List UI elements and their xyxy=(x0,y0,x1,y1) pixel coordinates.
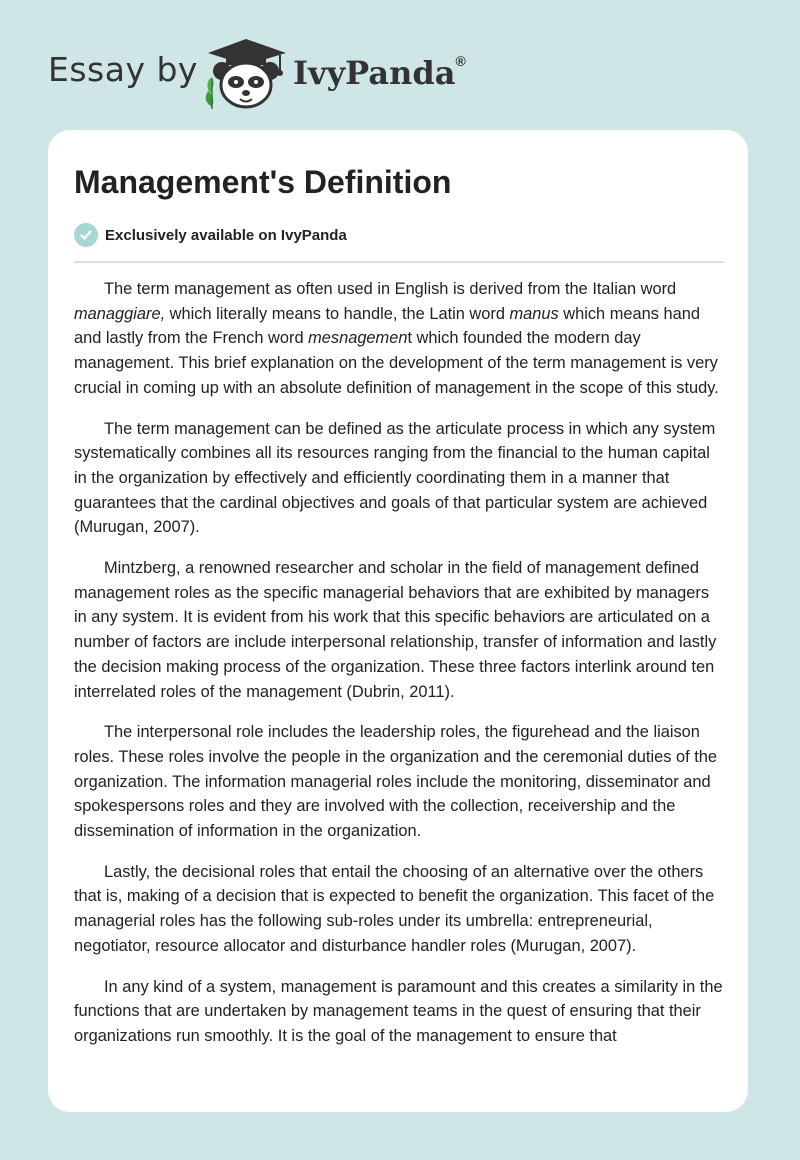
body-paragraph xyxy=(74,720,726,844)
italic-term: mesnagemen xyxy=(308,329,408,348)
text-run: Mintzberg, a renowned researcher and scholar in the field of management defined management roles as the specific managerial behaviors that are exhibited by managers in any system. It is evident from his work that this specific behaviors are articulated on a number of factors are include interpersonal relationship, transfer of information and lastly the decision making process of the organization. These three factors interlink around ten interrelated roles of the management (Dubrin, 2011). xyxy=(74,559,717,701)
text-run: t which founded the modern day management. This brief explanation on the development of the term management is very crucial in coming up with an absolute definition of management in the scope of this study. xyxy=(74,329,719,397)
text-run: The term management as often used in English is derived from the Italian word xyxy=(104,280,677,298)
check-circle-icon xyxy=(74,223,98,247)
body-paragraph xyxy=(74,975,726,1049)
body-paragraph xyxy=(74,556,726,704)
site-header xyxy=(0,0,800,120)
body-paragraph xyxy=(74,277,726,401)
body-paragraph xyxy=(74,417,726,541)
exclusive-badge xyxy=(74,222,347,248)
italic-term: manus xyxy=(509,304,559,323)
panda-graduate-icon xyxy=(200,33,292,113)
text-run: which means hand and lastly from the French word xyxy=(74,304,700,348)
page-title: Management's Definition xyxy=(74,164,452,200)
essay-by-label: Essay by xyxy=(48,50,198,89)
text-run: Lastly, the decisional roles that entail the choosing of an alternative over the others that is, making of a decision that is expected to benefit the organization. This facet of the managerial roles has the following sub-roles under its umbrella: entrepreneurial, negotiator, resource allocator and disturbance handler roles (Murugan, 2007). xyxy=(74,862,715,955)
italic-term: managgiare, xyxy=(74,304,166,323)
essay-body xyxy=(74,277,726,1065)
text-run: which literally means to handle, the Latin word xyxy=(165,304,510,323)
text-run: The interpersonal role includes the leadership roles, the figurehead and the liaison roles. These roles involve the people in the organization and the ceremonial duties of the organization. The information managerial roles include the monitoring, disseminator and spokespersons roles and they are involved with the collection, receivership and the dissemination of information in the organization. xyxy=(74,723,717,841)
essay-card xyxy=(48,130,748,1112)
text-run: In any kind of a system, management is paramount and this creates a similarity in the functions that are undertaken by management teams in the quest of ensuring that their organizations run smoothly. It is the goal of the management to ensure that xyxy=(74,977,723,1045)
exclusive-label: Exclusively available on IvyPanda xyxy=(105,226,347,244)
text-run: The term management can be defined as the articulate process in which any system systematically combines all its resources ranging from the financial to the human capital in the organization by effectively and efficiently coordinating them in a manner that guarantees that the cardinal objectives and goals of that particular system are achieved (Murugan, 2007). xyxy=(74,419,716,537)
brand-name: IvyPanda® xyxy=(293,53,466,92)
body-paragraph xyxy=(74,860,726,959)
divider xyxy=(74,261,724,263)
